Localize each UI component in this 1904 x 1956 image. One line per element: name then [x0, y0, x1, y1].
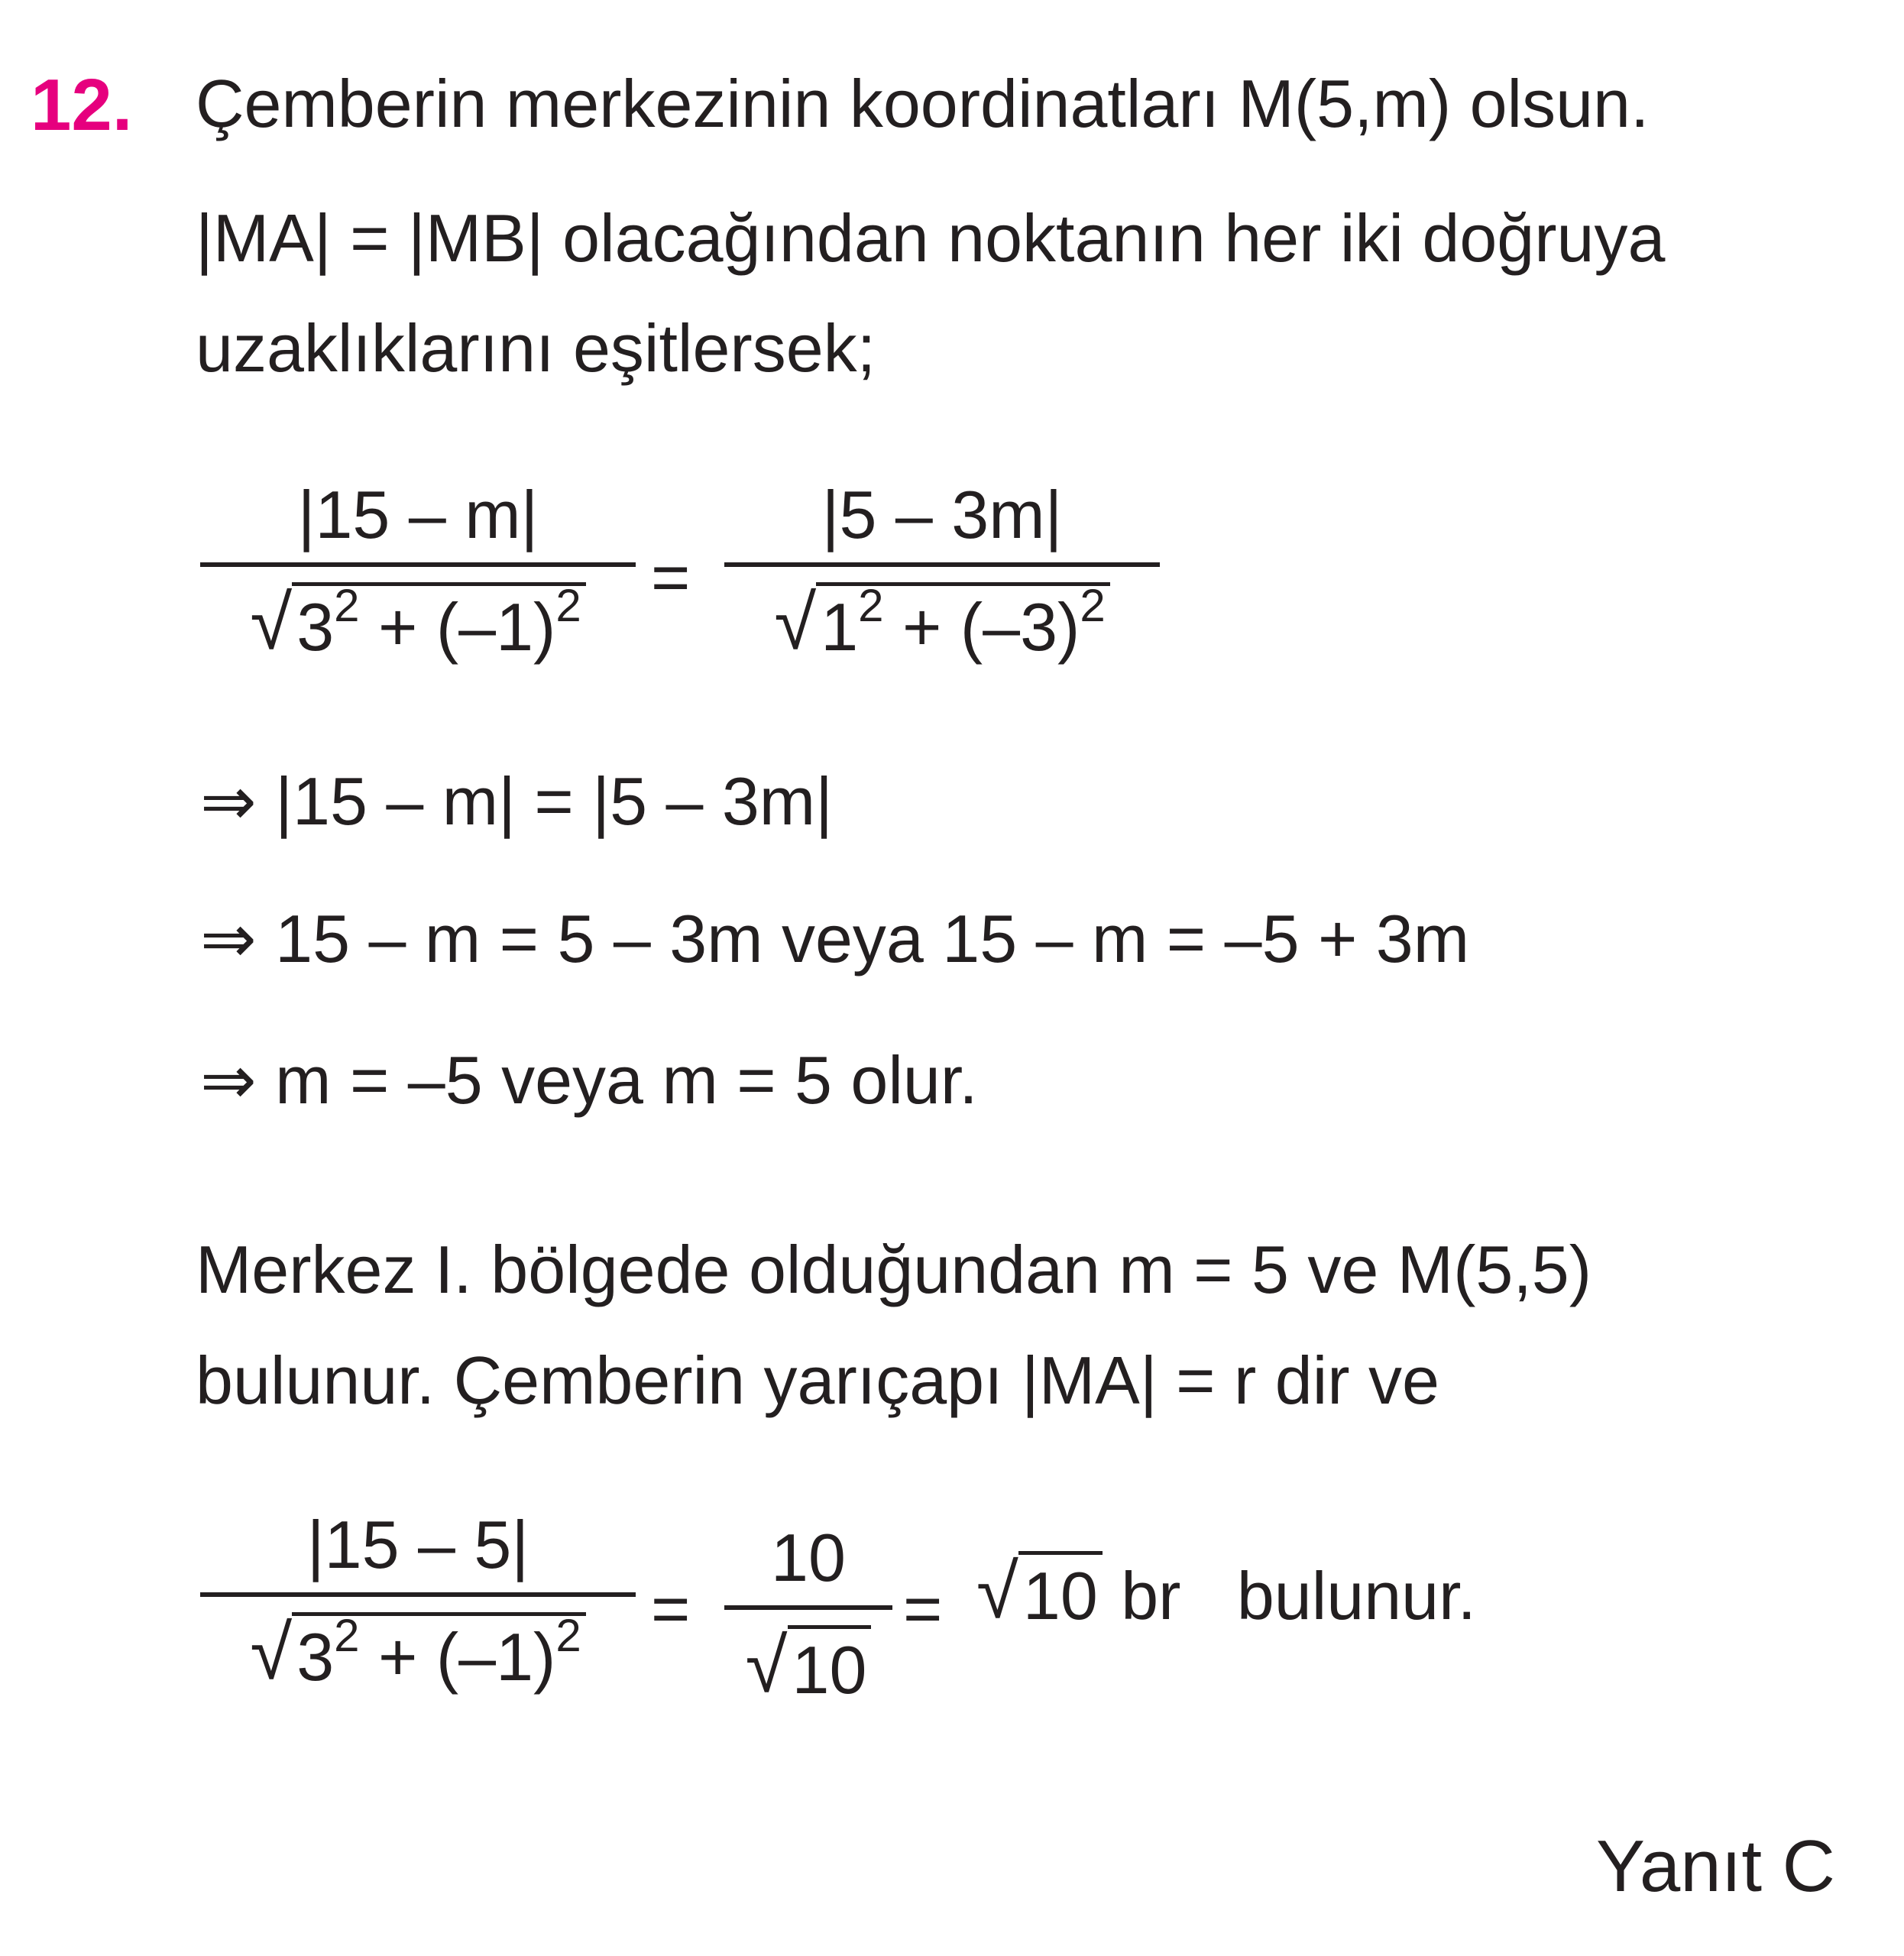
radical-icon: √	[745, 1623, 788, 1708]
eq1-left-denominator	[250, 567, 585, 665]
eq1-equals: =	[651, 539, 691, 615]
eq2-left-fraction	[200, 1507, 636, 1695]
square-root: √ $3^2 + (-1)^2$	[250, 582, 585, 661]
text-line-3: uzaklıklarını eşitlersek;	[196, 310, 876, 386]
radical-icon: √	[250, 580, 293, 665]
step-3: ⇒ m = –5 veya m = 5 olur.	[200, 1042, 978, 1118]
eq1-left-numerator: |15 – m|	[297, 477, 539, 552]
text-line-2: |MA| = |MB| olacağından noktanın her iki doğruya	[196, 200, 1666, 276]
step-1: ⇒ |15 – m| = |5 – 3m|	[200, 763, 833, 839]
eq2-result-tail: br bulunur.	[1102, 1558, 1476, 1634]
eq1-left-fraction	[200, 477, 636, 665]
eq2-middle-denominator	[745, 1610, 872, 1708]
square-root: √ 10	[746, 1625, 872, 1704]
eq2-middle-numerator: 10	[771, 1520, 846, 1595]
radical-icon: √	[976, 1549, 1018, 1634]
eq2-equals-1: =	[651, 1571, 691, 1647]
problem-number: 12.	[31, 64, 133, 146]
radical-icon: √	[250, 1610, 293, 1695]
square-root: √ $1^2 + (-3)^2$	[774, 582, 1109, 661]
square-root: √ 10	[976, 1551, 1103, 1630]
eq2-result	[976, 1549, 1476, 1634]
eq1-right-denominator	[774, 567, 1109, 665]
eq2-equals-2: =	[903, 1571, 943, 1647]
radical-icon: √	[774, 580, 817, 665]
answer-label: Yanıt C	[1595, 1825, 1835, 1907]
eq1-right-fraction	[724, 477, 1160, 665]
eq2-middle-fraction	[724, 1520, 892, 1708]
step-2: ⇒ 15 – m = 5 – 3m veya 15 – m = –5 + 3m	[200, 901, 1470, 976]
eq2-numerator: |15 – 5|	[306, 1507, 529, 1582]
text-line-4: Merkez I. bölgede olduğundan m = 5 ve M(5,5)	[196, 1232, 1592, 1307]
text-line-1: Çemberin merkezinin koordinatları M(5,m) olsun.	[196, 66, 1650, 141]
eq2-denominator	[250, 1597, 585, 1695]
eq1-right-numerator: |5 – 3m|	[821, 477, 1063, 552]
text-line-5: bulunur. Çemberin yarıçapı |MA| = r dir ve	[196, 1342, 1439, 1418]
square-root: √ $3^2 + (-1)^2$	[250, 1612, 585, 1691]
